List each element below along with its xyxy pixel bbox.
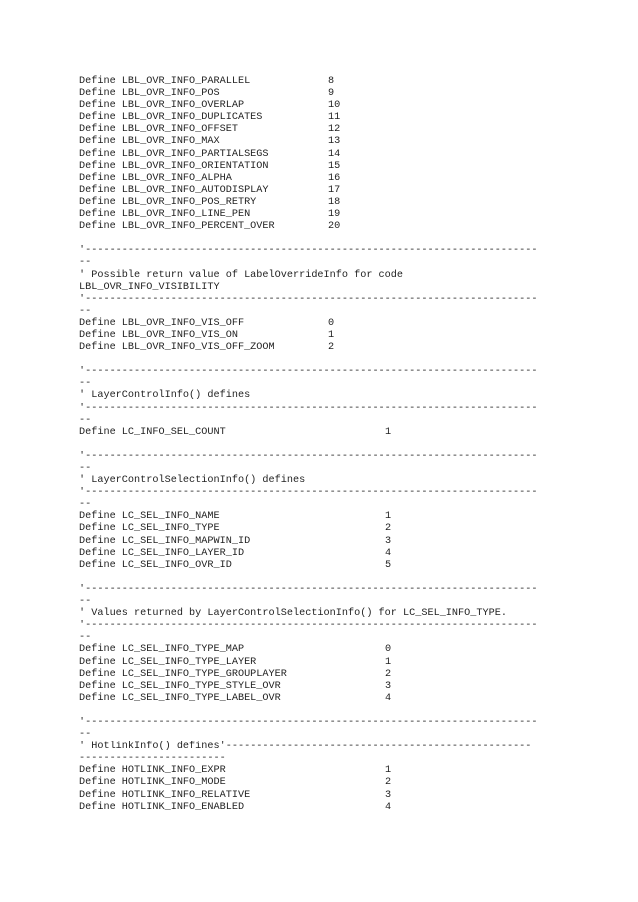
blank-line [79, 439, 565, 451]
comment-hotlink-prefix: ' HotlinkInfo() defines' [79, 741, 226, 753]
define-name: LC_SEL_INFO_TYPE_LABEL_OVR [121, 692, 281, 704]
define-line [79, 173, 565, 185]
define-line [79, 76, 565, 88]
define-value: 15 [328, 160, 341, 172]
define-value: 3 [385, 789, 392, 801]
define-value: 20 [328, 221, 341, 233]
define-name: LBL_OVR_INFO_VIS_OFF_ZOOM [121, 342, 275, 354]
define-value: 10 [328, 100, 341, 112]
define-value: 3 [385, 680, 392, 692]
define-keyword: Define [79, 680, 122, 692]
define-name: LC_INFO_SEL_COUNT [121, 426, 226, 438]
define-name: HOTLINK_INFO_MODE [121, 777, 226, 789]
comment-separator: '-------------------------------------------------------------------------- [79, 293, 538, 305]
define-keyword: Define [79, 329, 122, 341]
define-value: 2 [385, 777, 392, 789]
define-name: LBL_OVR_INFO_PARALLEL [121, 76, 251, 87]
define-line [79, 669, 565, 681]
define-line [79, 100, 565, 112]
define-line [79, 342, 565, 354]
comment-layer-control-info: ' LayerControlInfo() defines [79, 390, 251, 402]
define-line [79, 560, 565, 572]
define-name: LC_SEL_INFO_TYPE_STYLE_OVR [121, 680, 281, 692]
define-name: LBL_OVR_INFO_OFFSET [121, 124, 238, 136]
define-keyword: Define [79, 221, 122, 233]
define-keyword: Define [79, 124, 122, 136]
comment-hotlink-dashes: -------------------------------------------------- [225, 741, 532, 753]
comment-separator-tail: -- [79, 596, 92, 608]
blank-line [79, 705, 565, 717]
define-value: 1 [385, 426, 392, 438]
define-value: 16 [328, 172, 341, 184]
define-name: LBL_OVR_INFO_POS_RETRY [121, 196, 257, 208]
define-keyword: Define [79, 535, 122, 547]
comment-hotlink-info [79, 741, 561, 753]
define-line [79, 644, 565, 656]
define-line [79, 511, 565, 523]
define-name: LC_SEL_INFO_MAPWIN_ID [121, 535, 251, 547]
define-keyword: Define [79, 801, 122, 813]
code-document [79, 76, 565, 814]
define-line [79, 112, 565, 124]
define-line [79, 657, 565, 669]
define-line [79, 318, 565, 330]
lbl-ovr-info-block [79, 76, 565, 233]
define-value: 4 [385, 547, 392, 559]
comment-separator: '-------------------------------------------------------------------------- [79, 716, 538, 728]
define-value: 3 [385, 535, 392, 547]
comment-separator: '-------------------------------------------------------------------------- [79, 366, 538, 378]
comment-separator: '-------------------------------------------------------------------------- [79, 402, 538, 414]
lc-sel-defines-block [79, 511, 565, 571]
define-value: 8 [328, 76, 335, 87]
define-keyword: Define [79, 184, 122, 196]
define-line [79, 330, 565, 342]
define-name: HOTLINK_INFO_EXPR [121, 765, 226, 777]
define-line [79, 197, 565, 209]
comment-separator-tail: -- [79, 463, 92, 474]
define-value: 17 [328, 184, 341, 196]
define-value: 2 [328, 342, 335, 354]
vis-defines-block [79, 318, 565, 354]
define-value: 0 [328, 317, 335, 329]
define-line [79, 161, 565, 173]
define-name: LC_SEL_INFO_TYPE [121, 523, 220, 535]
comment-separator: '-------------------------------------------------------------------------- [79, 245, 538, 257]
comment-hotlink-wrap: ------------------------ [79, 753, 226, 765]
define-name: LC_SEL_INFO_LAYER_ID [121, 547, 245, 559]
define-value: 1 [385, 765, 392, 777]
define-keyword: Define [79, 100, 122, 112]
define-value: 1 [328, 329, 335, 341]
define-keyword: Define [79, 789, 122, 801]
define-value: 12 [328, 124, 341, 136]
hotlink-defines-block [79, 765, 565, 813]
define-value: 18 [328, 196, 341, 208]
define-value: 5 [385, 559, 392, 571]
comment-separator: '-------------------------------------------------------------------------- [79, 487, 538, 499]
define-line [79, 765, 565, 777]
define-name: LBL_OVR_INFO_OVERLAP [121, 100, 245, 112]
define-keyword: Define [79, 547, 122, 559]
define-keyword: Define [79, 76, 122, 87]
define-value: 1 [385, 511, 392, 523]
define-line [79, 802, 565, 814]
comment-separator-tail: -- [79, 632, 92, 644]
define-keyword: Define [79, 511, 122, 523]
define-keyword: Define [79, 656, 122, 668]
define-keyword: Define [79, 88, 122, 100]
define-name: LBL_OVR_INFO_MAX [121, 136, 220, 148]
blank-line [79, 354, 565, 366]
define-line [79, 88, 565, 100]
comment-separator: '-------------------------------------------------------------------------- [79, 620, 538, 632]
comment-lc-sel-info-type-values: ' Values returned by LayerControlSelectionInfo() for LC_SEL_INFO_TYPE. [79, 608, 507, 620]
define-value: 2 [385, 523, 392, 535]
define-name: HOTLINK_INFO_RELATIVE [121, 789, 251, 801]
define-value: 9 [328, 88, 335, 100]
define-keyword: Define [79, 559, 122, 571]
define-name: LC_SEL_INFO_TYPE_MAP [121, 644, 245, 656]
define-name: LBL_OVR_INFO_POS [121, 88, 220, 100]
define-keyword: Define [79, 342, 122, 354]
define-name: LC_SEL_INFO_NAME [121, 511, 220, 523]
define-value: 0 [385, 644, 392, 656]
define-name: LBL_OVR_INFO_ORIENTATION [121, 160, 269, 172]
define-name: LC_SEL_INFO_TYPE_LAYER [121, 656, 257, 668]
define-name: LBL_OVR_INFO_PARTIALSEGS [121, 148, 269, 160]
blank-line [79, 572, 565, 584]
lc-sel-type-defines-block [79, 644, 565, 704]
blank-line [79, 233, 565, 245]
define-value: 14 [328, 148, 341, 160]
comment-separator: '-------------------------------------------------------------------------- [79, 583, 538, 595]
define-keyword: Define [79, 426, 122, 438]
define-name: LBL_OVR_INFO_PERCENT_OVER [121, 221, 275, 233]
define-value: 19 [328, 209, 341, 221]
define-keyword: Define [79, 777, 122, 789]
comment-separator-tail: -- [79, 414, 92, 426]
define-name: LBL_OVR_INFO_VIS_ON [121, 329, 238, 341]
lc-info-defines-block [79, 427, 565, 439]
comment-visibility-line-2: LBL_OVR_INFO_VISIBILITY [79, 281, 220, 293]
define-line [79, 221, 565, 233]
define-value: 4 [385, 801, 392, 813]
comment-separator-tail: -- [79, 729, 92, 741]
comment-separator-tail: -- [79, 378, 92, 390]
define-keyword: Define [79, 112, 122, 124]
define-line [79, 185, 565, 197]
define-line [79, 790, 565, 802]
define-keyword: Define [79, 644, 122, 656]
define-keyword: Define [79, 209, 122, 221]
define-value: 2 [385, 668, 392, 680]
comment-separator: '-------------------------------------------------------------------------- [79, 450, 538, 462]
comment-visibility-line-1: ' Possible return value of LabelOverrideInfo for code [79, 269, 404, 281]
define-line [79, 536, 565, 548]
define-keyword: Define [79, 160, 122, 172]
define-keyword: Define [79, 148, 122, 160]
define-name: LBL_OVR_INFO_AUTODISPLAY [121, 184, 269, 196]
define-keyword: Define [79, 765, 122, 777]
define-line [79, 427, 565, 439]
define-value: 4 [385, 692, 392, 704]
define-keyword: Define [79, 172, 122, 184]
define-line [79, 209, 565, 221]
comment-layer-control-selection-info: ' LayerControlSelectionInfo() defines [79, 475, 306, 487]
define-value: 1 [385, 656, 392, 668]
define-line [79, 681, 565, 693]
define-value: 11 [328, 112, 341, 124]
define-name: LC_SEL_INFO_TYPE_GROUPLAYER [121, 668, 287, 680]
define-keyword: Define [79, 196, 122, 208]
define-name: LBL_OVR_INFO_VIS_OFF [121, 317, 245, 329]
define-keyword: Define [79, 317, 122, 329]
comment-separator-tail: -- [79, 305, 92, 317]
define-line [79, 124, 565, 136]
define-line [79, 149, 565, 161]
define-name: LBL_OVR_INFO_ALPHA [121, 172, 232, 184]
define-line [79, 548, 565, 560]
define-keyword: Define [79, 136, 122, 148]
define-keyword: Define [79, 668, 122, 680]
define-name: HOTLINK_INFO_ENABLED [121, 801, 245, 813]
define-line [79, 693, 565, 705]
define-keyword: Define [79, 692, 122, 704]
comment-separator-tail: -- [79, 499, 92, 511]
define-line [79, 136, 565, 148]
define-value: 13 [328, 136, 341, 148]
define-name: LC_SEL_INFO_OVR_ID [121, 559, 232, 571]
comment-separator-tail: -- [79, 257, 92, 269]
define-name: LBL_OVR_INFO_LINE_PEN [121, 209, 251, 221]
define-keyword: Define [79, 523, 122, 535]
define-name: LBL_OVR_INFO_DUPLICATES [121, 112, 263, 124]
define-line [79, 523, 565, 535]
define-line [79, 777, 565, 789]
